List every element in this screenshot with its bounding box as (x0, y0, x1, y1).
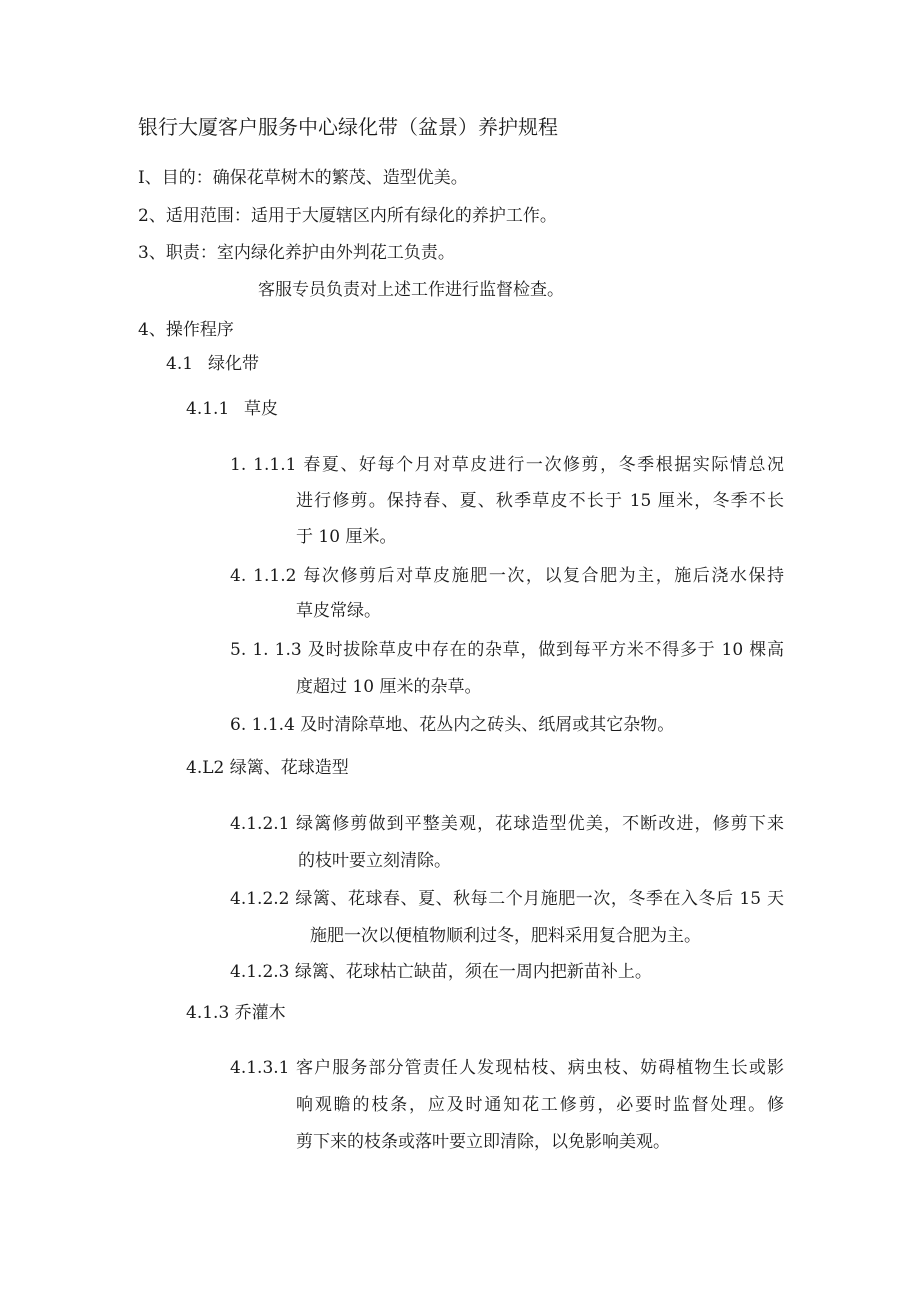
list-item-5-line-1: 5. 1. 1.3 及时拔除草皮中存在的杂草，做到每平方米不得多于 10 棵高 (230, 640, 784, 660)
section-duties: 3、职责：室内绿化养护由外判花工负责。 (138, 243, 455, 263)
list-item-4-line-2: 草皮常绿。 (296, 601, 381, 621)
section-duties-continued: 客服专员负责对上述工作进行监督检查。 (258, 280, 564, 300)
heading-4-1-3: 4.1.3 乔灌木 (186, 1003, 286, 1023)
clause-4-1-2-2-line-2: 施肥一次以便植物顺利过冬，肥料采用复合肥为主。 (310, 926, 701, 946)
clause-4-1-2-2-line-1: 4.1.2.2 绿篱、花球春、夏、秋每二个月施肥一次，冬季在入冬后 15 天 (230, 889, 784, 909)
clause-4-1-3-1-line-1: 4.1.3.1 客户服务部分管责任人发现枯枝、病虫枝、妨碍植物生长或影 (230, 1058, 784, 1078)
clause-4-1-3-1-line-2: 响观瞻的枝条，应及时通知花工修剪，必要时监督处理。修 (296, 1095, 784, 1115)
clause-4-1-2-1-line-2: 的枝叶要立刻清除。 (298, 851, 451, 871)
heading-4-1-2: 4.L2 绿篱、花球造型 (186, 758, 349, 778)
clause-4-1-3-1-line-3: 剪下来的枝条或落叶要立即清除，以免影响美观。 (296, 1132, 670, 1152)
clause-4-1-2-3-line-1: 4.1.2.3 绿篱、花球枯亡缺苗，须在一周内把新苗补上。 (230, 962, 652, 982)
page-title: 银行大厦客户服务中心绿化带（盆景）养护规程 (138, 115, 558, 139)
list-item-1-line-1: 1. 1.1.1 春夏、好每个月对草皮进行一次修剪，冬季根据实际情总况 (230, 455, 784, 475)
list-item-1-line-3: 于 10 厘米。 (296, 527, 397, 547)
list-item-1-line-2: 进行修剪。保持春、夏、秋季草皮不长于 15 厘米，冬季不长 (296, 491, 784, 511)
list-item-4-line-1: 4. 1.1.2 每次修剪后对草皮施肥一次，以复合肥为主，施后浇水保持 (230, 566, 784, 586)
list-item-5-line-2: 度超过 10 厘米的杂草。 (296, 677, 482, 697)
section-purpose: I、目的：确保花草树木的繁茂、造型优美。 (138, 168, 468, 188)
section-scope: 2、适用范围：适用于大厦辖区内所有绿化的养护工作。 (138, 206, 557, 226)
heading-4-1-1-label: 草皮 (244, 399, 278, 419)
heading-4-1-label: 绿化带 (208, 354, 259, 374)
heading-4-1-number: 4.1 (166, 354, 194, 374)
section-procedure: 4、操作程序 (138, 320, 234, 340)
clause-4-1-2-1-line-1: 4.1.2.1 绿篱修剪做到平整美观，花球造型优美，不断改进，修剪下来 (230, 814, 784, 834)
heading-4-1-1-number: 4.1.1 (186, 399, 230, 419)
list-item-6-line-1: 6. 1.1.4 及时清除草地、花丛内之砖头、纸屑或其它杂物。 (230, 715, 675, 735)
